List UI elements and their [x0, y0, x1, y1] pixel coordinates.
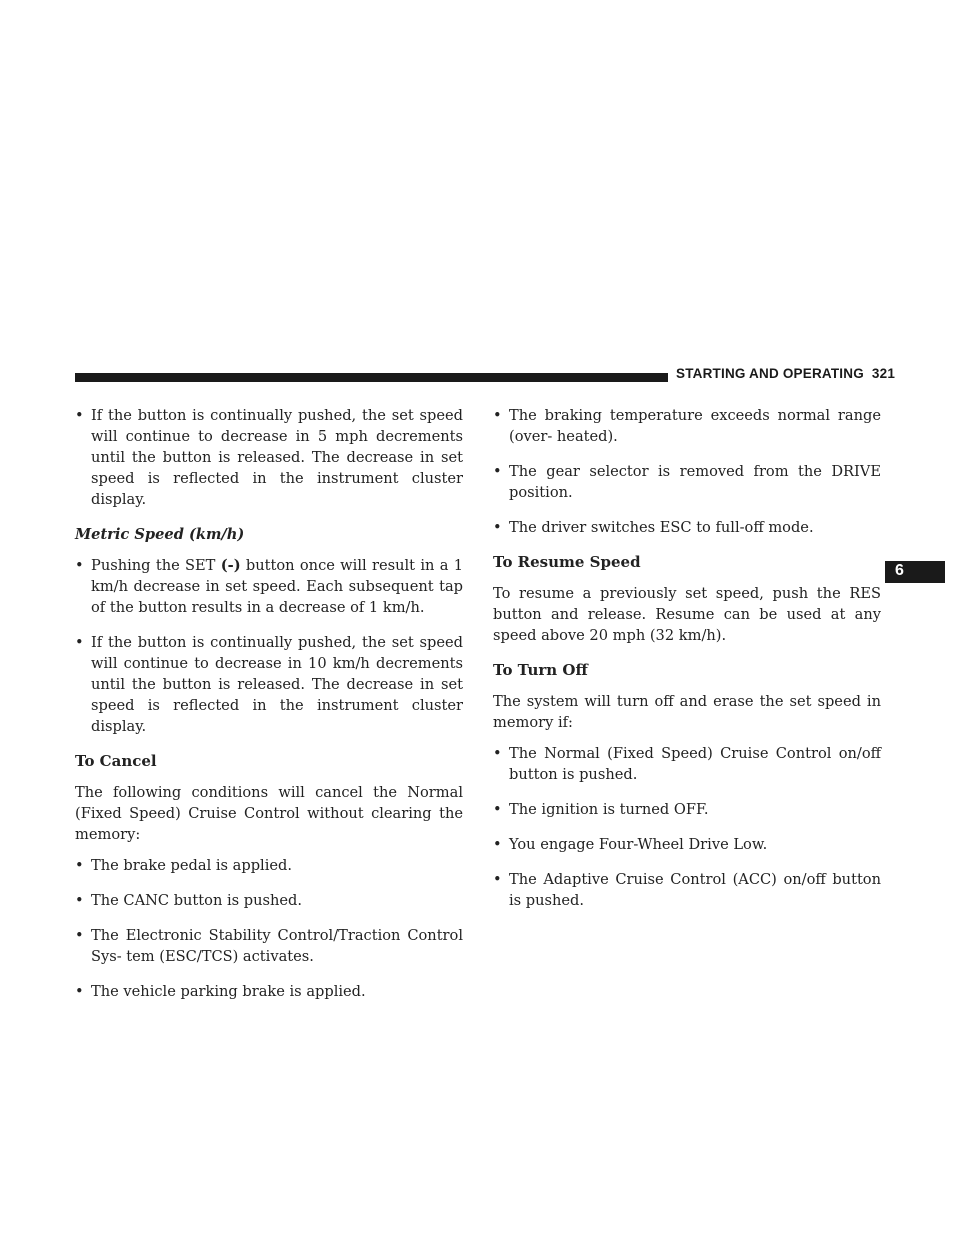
bullet-text: Pushing the SET: [91, 557, 221, 574]
metric-speed-heading: Metric Speed (km/h): [75, 526, 245, 543]
right-column: [493, 405, 881, 911]
to-resume-speed-heading: To Resume Speed: [493, 553, 641, 571]
cancel-item: • The braking temperature exceeds normal range (over- heated).: [493, 405, 881, 447]
page-number: 321: [871, 366, 896, 381]
bullet-item: • If the button is continually pushed, the set speed will continue to decrease in 5 mph decrements until the button is released. The decrease in set speed is reflected in the instrument cluster display.: [75, 405, 463, 510]
cancel-item: • The brake pedal is applied.: [75, 855, 463, 876]
header-rule: [75, 373, 668, 382]
page-header: [676, 366, 895, 381]
turn-off-intro-paragraph: The system will turn off and erase the set speed in memory if:: [493, 693, 881, 731]
turn-off-item: • You engage Four-Wheel Drive Low.: [493, 834, 881, 855]
bullet-item: [75, 555, 463, 618]
minus-symbol: (-): [220, 557, 241, 574]
turn-off-item: • The Normal (Fixed Speed) Cruise Control on/off button is pushed.: [493, 743, 881, 785]
cancel-item: • The Electronic Stability Control/Traction Control Sys- tem (ESC/TCS) activates.: [75, 925, 463, 967]
section-title: STARTING AND OPERATING: [676, 366, 864, 381]
to-turn-off-heading: To Turn Off: [493, 661, 588, 679]
cancel-item: • The gear selector is removed from the DRIVE position.: [493, 461, 881, 503]
turn-off-item: • The ignition is turned OFF.: [493, 799, 881, 820]
cancel-item: • The vehicle parking brake is applied.: [75, 981, 463, 1002]
turn-off-item: • The Adaptive Cruise Control (ACC) on/off button is pushed.: [493, 869, 881, 911]
bullet-text: button once will result in a 1 km/h decrease in set speed. Each subsequent tap of the button results in a decrease of 1 km/h.: [91, 557, 464, 616]
cancel-item: • The CANC button is pushed.: [75, 890, 463, 911]
to-cancel-heading: To Cancel: [75, 752, 157, 770]
chapter-tab-label: 6: [895, 562, 904, 579]
cancel-intro-paragraph: The following conditions will cancel the Normal (Fixed Speed) Cruise Control without clearing the memory:: [75, 784, 463, 843]
cancel-item: • The driver switches ESC to full-off mode.: [493, 517, 881, 538]
resume-paragraph: To resume a previously set speed, push the RES button and release. Resume can be used at any speed above 20 mph (32 km/h).: [493, 585, 881, 644]
bullet-item: • If the button is continually pushed, the set speed will continue to decrease in 10 km/h decrements until the button is released. The decrease in set speed is reflected in the instrument cluster display.: [75, 632, 463, 737]
left-column: [75, 405, 463, 1002]
chapter-tab: [885, 561, 945, 583]
